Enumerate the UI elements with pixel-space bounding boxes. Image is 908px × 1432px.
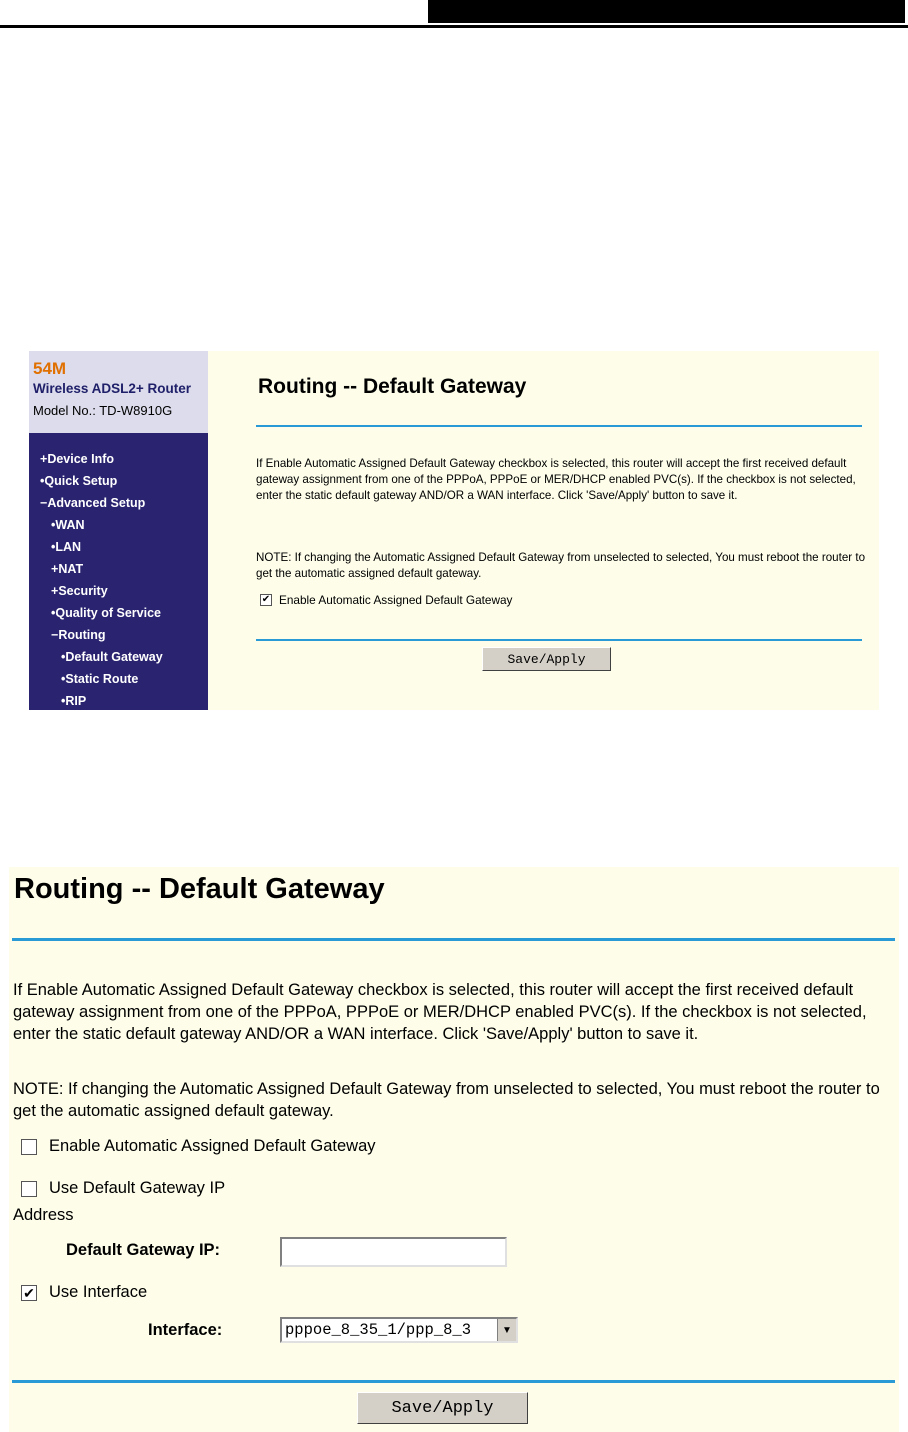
brand-model-number: Model No.: TD-W8910G xyxy=(33,403,173,418)
interface-label: Interface: xyxy=(148,1321,223,1339)
sidebar-item-label: Routing xyxy=(58,628,106,642)
sidebar-item-default-gateway[interactable] xyxy=(61,649,163,665)
sidebar-item-label: Security xyxy=(58,584,108,598)
enable-auto-gateway-row xyxy=(260,593,512,607)
sidebar-item-nat[interactable] xyxy=(51,561,83,577)
sidebar-item-label: Default Gateway xyxy=(65,650,163,664)
use-interface-label: Use Interface xyxy=(49,1283,148,1301)
sidebar-item-quick-setup[interactable] xyxy=(40,473,117,489)
collapse-icon: − xyxy=(40,496,48,510)
sidebar-item-label: WAN xyxy=(55,518,85,532)
sidebar-item-rip[interactable] xyxy=(61,693,86,709)
enable-auto-gateway-checkbox[interactable] xyxy=(21,1139,37,1155)
sidebar-item-wan[interactable] xyxy=(51,517,85,533)
use-gateway-ip-checkbox[interactable] xyxy=(21,1181,37,1197)
sidebar-item-label: Quick Setup xyxy=(44,474,118,488)
use-interface-row xyxy=(21,1283,147,1302)
sidebar xyxy=(29,351,208,710)
sidebar-item-device-info[interactable] xyxy=(40,451,114,467)
sidebar-item-lan[interactable] xyxy=(51,539,81,555)
expand-icon: + xyxy=(40,452,48,466)
enable-auto-gateway-checkbox[interactable]: ✔ xyxy=(261,594,271,605)
expand-icon: + xyxy=(51,562,59,576)
sidebar-item-label: RIP xyxy=(65,694,87,708)
interface-select[interactable] xyxy=(280,1317,518,1343)
divider xyxy=(12,1380,895,1383)
interface-select-value: pppoe_8_35_1/ppp_8_3 xyxy=(285,1321,472,1339)
save-apply-button[interactable]: Save/Apply xyxy=(482,647,611,671)
note-text: NOTE: If changing the Automatic Assigned Default Gateway from unselected to selected, You must reboot the router to get the automatic assigned default gateway. xyxy=(256,551,866,580)
page-title: Routing -- Default Gateway xyxy=(14,873,385,905)
note-text: NOTE: If changing the Automatic Assigned Default Gateway from unselected to selected, You must reboot the router to get the automatic assigned default gateway. xyxy=(13,1080,880,1120)
enable-auto-gateway-label: Enable Automatic Assigned Default Gateway xyxy=(49,1137,376,1155)
page-header-bar xyxy=(428,0,905,23)
content-panel xyxy=(208,351,879,710)
bullet-icon: • xyxy=(61,650,66,664)
collapse-icon: − xyxy=(51,628,59,642)
description-text: If Enable Automatic Assigned Default Gateway checkbox is selected, this router will accept the first received default gateway assignment from one of the PPPoA, PPPoE or MER/DHCP enabled PVC(s). If the checkbox is not selected, enter the static default gateway AND/OR a WAN interface. Click 'Save/Apply' button to save it. xyxy=(13,981,867,1043)
divider xyxy=(12,938,895,941)
sidebar-item-quality-of-service[interactable] xyxy=(51,605,161,621)
bullet-icon: • xyxy=(51,518,56,532)
sidebar-item-security[interactable] xyxy=(51,583,108,599)
sidebar-item-label: Static Route xyxy=(65,672,139,686)
bullet-icon: • xyxy=(51,606,56,620)
page-header-rule xyxy=(0,25,908,28)
sidebar-item-routing[interactable] xyxy=(51,627,106,643)
screenshot-default-gateway-form xyxy=(9,867,899,1432)
page-title: Routing -- Default Gateway xyxy=(258,375,527,398)
enable-auto-gateway-row xyxy=(21,1137,376,1156)
description-text: If Enable Automatic Assigned Default Gateway checkbox is selected, this router will accept the first received default gateway assignment from one of the PPPoA, PPPoE or MER/DHCP enabled PVC(s). If the checkbox is not selected, enter the static default gateway AND/OR a WAN interface. Click 'Save/Apply' button to save it. xyxy=(256,457,856,502)
screenshot-router-default-gateway-full xyxy=(29,351,879,710)
sidebar-item-label: Advanced Setup xyxy=(47,496,146,510)
bullet-icon: • xyxy=(61,694,66,708)
chevron-down-icon[interactable]: ▼ xyxy=(497,1319,516,1341)
divider xyxy=(256,425,862,427)
brand-speed: 54M xyxy=(33,359,67,378)
bullet-icon: • xyxy=(51,540,56,554)
sidebar-item-static-route[interactable] xyxy=(61,671,138,687)
sidebar-item-label: Quality of Service xyxy=(55,606,161,620)
gateway-ip-input[interactable] xyxy=(280,1237,507,1267)
use-gateway-ip-label: Use Default Gateway IP xyxy=(49,1179,226,1197)
sidebar-item-label: Device Info xyxy=(47,452,114,466)
bullet-icon: • xyxy=(61,672,66,686)
sidebar-item-label: NAT xyxy=(58,562,84,576)
divider xyxy=(256,639,862,641)
brand-product: Wireless ADSL2+ Router xyxy=(33,381,192,396)
enable-auto-gateway-label: Enable Automatic Assigned Default Gateway xyxy=(279,593,513,607)
use-interface-checkbox[interactable]: ✔ xyxy=(21,1285,37,1301)
gateway-ip-label: Default Gateway IP: xyxy=(66,1241,221,1259)
bullet-icon: • xyxy=(40,474,45,488)
sidebar-item-advanced-setup[interactable] xyxy=(40,495,145,511)
use-gateway-ip-label-cont: Address xyxy=(13,1206,74,1224)
expand-icon: + xyxy=(51,584,59,598)
use-gateway-ip-row xyxy=(21,1179,225,1198)
sidebar-item-label: LAN xyxy=(55,540,82,554)
brand-panel xyxy=(29,351,208,433)
save-apply-button[interactable]: Save/Apply xyxy=(357,1392,528,1424)
